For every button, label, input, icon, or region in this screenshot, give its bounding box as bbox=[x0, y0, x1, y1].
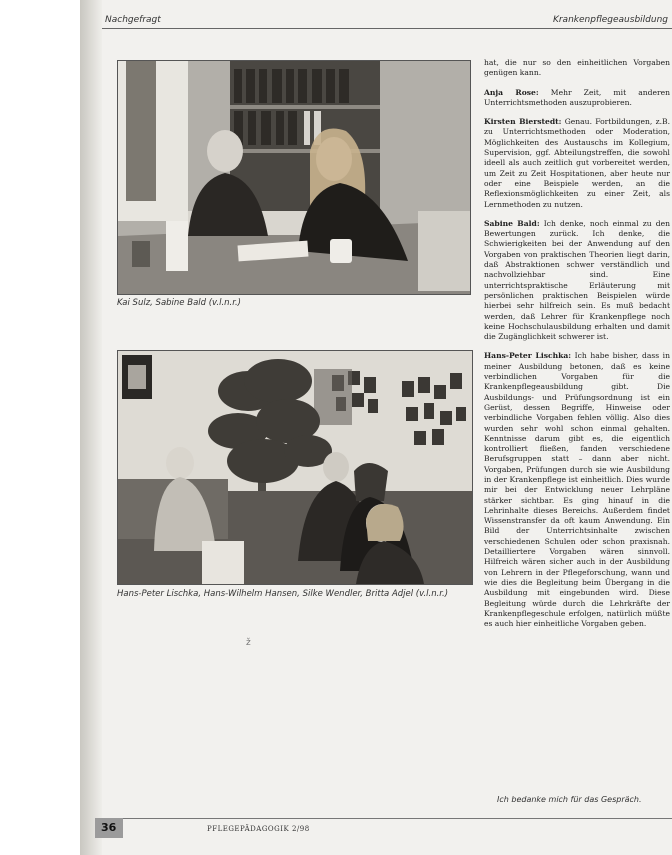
speaker-name: Anja Rose: bbox=[484, 87, 539, 97]
interview-paragraph bbox=[484, 58, 670, 79]
photo-group-discussion bbox=[117, 350, 473, 585]
publication-name: PFLEGEPÄDAGOGIK 2/98 bbox=[207, 825, 310, 833]
closing-line: Ich bedanke mich für das Gespräch. bbox=[497, 795, 642, 804]
pen-mark: ž bbox=[246, 638, 251, 648]
interview-column bbox=[484, 58, 670, 638]
paragraph-text: Ich habe bisher, dass in meiner Ausbildung betonen, daß es keine verbindlichen Vorgaben für die Krankenpflegeausbildung gibt. Die Ausbildungs- und Prüfungsordnung ist ein Gerüst, dessen Begriffe, Hinweise oder verbindliche Vorgaben fehlen völlig. Also dies wurden sehr wohl schon einmal gehalten. Kenntnisse darum gibt es, die eigentlich kontrolliert fließen, fanden verschiedene Berufsgruppen statt – dann aber nicht. Vorgaben, Prüfungen durch sie wie Ausbildung in der Krankenpflege ist einheitlich. Dies wurde mir bei der Entwicklung neuer Lehrpläne stärker sichtbar. Es ging hinauf in die Lehrinhalte dieses Bereichs. Außerdem findet Wissenstransfer da oft kaum Anwendung. Ein Bild der Unterrichtsinhalte zwischen verschiedenen Schulen oder schon praxisnah. Detailliertere Vorgaben wären sinnvoll. Hilfreich wären sicher auch in der Ausbildung von Lehrern in der Pflegeforschung, wann und wie dies die Begleitung beim Übergang in die Ausbildung mit eingebunden wird. Diese Begleitung würde durch die Lehrkräfte der Krankenpflegeschule erfolgen, natürlich müßte es auch hier einheitliche Vorgaben geben. bbox=[484, 351, 671, 629]
interview-paragraph bbox=[484, 351, 670, 629]
running-header-left: Nachgefragt bbox=[105, 15, 161, 25]
interview-paragraph bbox=[484, 219, 670, 343]
interview-paragraph bbox=[484, 88, 670, 109]
speaker-name: Hans-Peter Lischka: bbox=[484, 351, 572, 361]
footer-rule bbox=[102, 818, 672, 819]
header-rule bbox=[102, 28, 672, 29]
paragraph-text: hat, die nur so den einheitlichen Vorgaben genügen kann. bbox=[484, 58, 670, 78]
paragraph-text: Genau. Fortbildungen, z.B. zu Unterrichtsmethoden oder Moderation, Möglichkeiten des Austauschs im Kollegium, Supervision, ggf. Abteilungstreffen, die sowohl ideell als auch zeitlich gut vorbereitet werden, um Zeit zu Zeit Hospitationen, aber heute nur oder eine Beispiele werden, an die Reflexionsmöglichkeiten zu einer Zeit, als Lernmethoden zu nutzen. bbox=[484, 117, 670, 209]
interview-paragraph bbox=[484, 117, 670, 210]
paragraph-text: Mehr Zeit, mit anderen Unterrichtsmethoden auszuprobieren. bbox=[484, 87, 670, 107]
running-header-right: Krankenpflegeausbildung bbox=[552, 15, 668, 25]
photo-office-meeting bbox=[117, 60, 471, 295]
paragraph-text: Ich denke, noch einmal zu den Bewertungen zurück. Ich denke, die Schwierigkeiten bei der Anwendung auf den Vorgaben von praktischen Theorien liegt darin, daß Abstraktionen schwer verständlich und nachvollziehbar sind. Eine unterrichtspraktische Erläuterung mit persönlichen praktischen Beispielen würde hierbei sehr hilfreich sein. Es muß bedacht werden, daß Lehrer für Krankenpflege noch keine Hochschulausbildung erhalten und damit die Zugänglichkeit schwerer ist. bbox=[484, 218, 670, 342]
page-number: 36 bbox=[101, 821, 117, 834]
speaker-name: Sabine Bald: bbox=[484, 218, 540, 228]
book-gutter bbox=[80, 0, 102, 855]
photo-caption: Kai Sulz, Sabine Bald (v.l.n.r.) bbox=[117, 298, 241, 308]
speaker-name: Kirsten Bierstedt: bbox=[484, 117, 562, 127]
photo-caption: Hans-Peter Lischka, Hans-Wilhelm Hansen, Silke Wendler, Britta Adjel (v.l.n.r.) bbox=[117, 589, 449, 599]
